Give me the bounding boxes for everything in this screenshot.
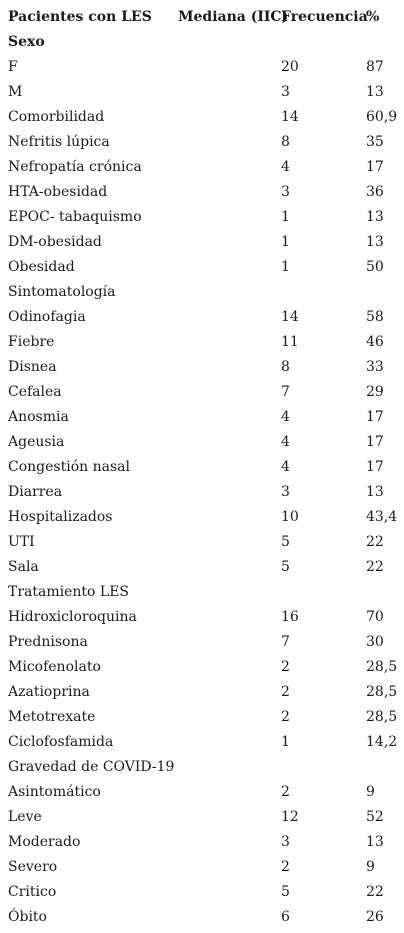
row-frequency: 8 (281, 134, 290, 150)
table-row (0, 305, 404, 330)
row-label: Sintomatología (8, 284, 116, 300)
table-row (0, 255, 404, 280)
row-frequency: 4 (281, 434, 290, 450)
row-percent: 36 (366, 184, 384, 200)
row-percent: 29 (366, 384, 384, 400)
row-frequency: 2 (281, 859, 290, 875)
table-row (0, 430, 404, 455)
table-row (0, 905, 404, 930)
row-percent: 28,5 (366, 659, 398, 675)
row-frequency: 16 (281, 609, 299, 625)
row-frequency: 1 (281, 259, 290, 275)
row-frequency: 6 (281, 909, 290, 925)
table-row (0, 755, 404, 780)
row-label: HTA-obesidad (8, 184, 108, 200)
table-row (0, 455, 404, 480)
table-row (0, 705, 404, 730)
row-percent: 22 (366, 534, 384, 550)
row-label: Sexo (8, 34, 45, 50)
row-label: UTI (8, 534, 35, 550)
table-row (0, 555, 404, 580)
row-label: Gravedad de COVID-19 (8, 759, 175, 775)
row-percent: 17 (366, 159, 384, 175)
row-percent: 30 (366, 634, 384, 650)
row-percent: 46 (366, 334, 384, 350)
row-percent: 28,5 (366, 709, 398, 725)
table-row (0, 730, 404, 755)
row-label: Hospitalizados (8, 509, 113, 525)
row-frequency: 7 (281, 634, 290, 650)
table-row (0, 830, 404, 855)
row-frequency: 3 (281, 84, 290, 100)
row-frequency: 4 (281, 459, 290, 475)
row-label: Disnea (8, 359, 57, 375)
table-row (0, 30, 404, 55)
table-row (0, 205, 404, 230)
table-row (0, 880, 404, 905)
row-label: Critico (8, 884, 57, 900)
row-frequency: 10 (281, 509, 299, 525)
row-label: Hidroxicloroquina (8, 609, 137, 625)
header-frequency: Frecuencia (281, 9, 368, 25)
row-percent: 70 (366, 609, 384, 625)
row-frequency: 1 (281, 734, 290, 750)
row-frequency: 11 (281, 334, 299, 350)
row-percent: 9 (366, 859, 375, 875)
row-frequency: 20 (281, 59, 299, 75)
table-row (0, 605, 404, 630)
row-label: Prednisona (8, 634, 88, 650)
row-label: Congestión nasal (8, 459, 130, 475)
row-percent: 13 (366, 84, 384, 100)
header-patients: Pacientes con LES (8, 9, 152, 25)
row-frequency: 1 (281, 234, 290, 250)
row-frequency: 12 (281, 809, 299, 825)
row-frequency: 2 (281, 659, 290, 675)
row-frequency: 14 (281, 109, 299, 125)
table-row (0, 630, 404, 655)
row-label: Ageusia (8, 434, 65, 450)
row-label: Diarrea (8, 484, 63, 500)
row-label: Odinofagia (8, 309, 86, 325)
table-row (0, 55, 404, 80)
table-row (0, 230, 404, 255)
row-frequency: 4 (281, 409, 290, 425)
row-frequency: 3 (281, 484, 290, 500)
table-row (0, 680, 404, 705)
table-row (0, 505, 404, 530)
row-percent: 17 (366, 434, 384, 450)
row-label: Óbito (8, 909, 47, 925)
row-label: M (8, 84, 23, 100)
row-percent: 14,2 (366, 734, 398, 750)
table-row (0, 655, 404, 680)
row-percent: 33 (366, 359, 384, 375)
table-row (0, 105, 404, 130)
row-label: Nefritis lúpica (8, 134, 110, 150)
row-percent: 13 (366, 834, 384, 850)
row-frequency: 3 (281, 834, 290, 850)
table-row (0, 155, 404, 180)
table-header-row (0, 5, 404, 30)
row-label: EPOC- tabaquismo (8, 209, 142, 225)
row-label: Azatioprina (8, 684, 90, 700)
row-frequency: 7 (281, 384, 290, 400)
row-percent: 13 (366, 234, 384, 250)
table-row (0, 805, 404, 830)
row-label: Tratamiento LES (8, 584, 130, 600)
row-frequency: 1 (281, 209, 290, 225)
header-median: Mediana (IIC) (178, 9, 289, 25)
row-percent: 17 (366, 459, 384, 475)
table-row (0, 855, 404, 880)
row-percent: 9 (366, 784, 375, 800)
row-label: Micofenolato (8, 659, 101, 675)
table-row (0, 80, 404, 105)
row-frequency: 5 (281, 884, 290, 900)
row-frequency: 3 (281, 184, 290, 200)
row-frequency: 2 (281, 784, 290, 800)
row-percent: 26 (366, 909, 384, 925)
row-label: Anosmia (8, 409, 69, 425)
row-label: Obesidad (8, 259, 75, 275)
row-label: Moderado (8, 834, 81, 850)
table-row (0, 130, 404, 155)
row-percent: 52 (366, 809, 384, 825)
row-label: Asintomático (8, 784, 101, 800)
table-row (0, 355, 404, 380)
row-percent: 50 (366, 259, 384, 275)
row-frequency: 14 (281, 309, 299, 325)
table-row (0, 330, 404, 355)
row-frequency: 4 (281, 159, 290, 175)
table-row (0, 580, 404, 605)
row-label: Comorbilidad (8, 109, 105, 125)
row-percent: 87 (366, 59, 384, 75)
row-label: Severo (8, 859, 58, 875)
row-percent: 58 (366, 309, 384, 325)
row-label: Sala (8, 559, 39, 575)
row-label: Fiebre (8, 334, 55, 350)
row-percent: 22 (366, 884, 384, 900)
table-row (0, 280, 404, 305)
row-label: DM-obesidad (8, 234, 102, 250)
row-frequency: 8 (281, 359, 290, 375)
table-row (0, 380, 404, 405)
row-label: F (8, 59, 18, 75)
table-row (0, 180, 404, 205)
row-percent: 13 (366, 484, 384, 500)
table-row (0, 780, 404, 805)
row-percent: 28,5 (366, 684, 398, 700)
table-row (0, 480, 404, 505)
table-row (0, 530, 404, 555)
row-label: Cefalea (8, 384, 62, 400)
row-percent: 17 (366, 409, 384, 425)
row-percent: 22 (366, 559, 384, 575)
row-percent: 43,4 (366, 509, 398, 525)
row-frequency: 2 (281, 709, 290, 725)
row-label: Metotrexate (8, 709, 96, 725)
row-percent: 13 (366, 209, 384, 225)
row-percent: 60,9 (366, 109, 398, 125)
row-label: Nefropatía crónica (8, 159, 142, 175)
row-frequency: 5 (281, 559, 290, 575)
header-percent: % (366, 9, 380, 25)
row-percent: 35 (366, 134, 384, 150)
table-row (0, 405, 404, 430)
row-label: Leve (8, 809, 42, 825)
row-frequency: 5 (281, 534, 290, 550)
row-label: Ciclofosfamida (8, 734, 114, 750)
row-frequency: 2 (281, 684, 290, 700)
